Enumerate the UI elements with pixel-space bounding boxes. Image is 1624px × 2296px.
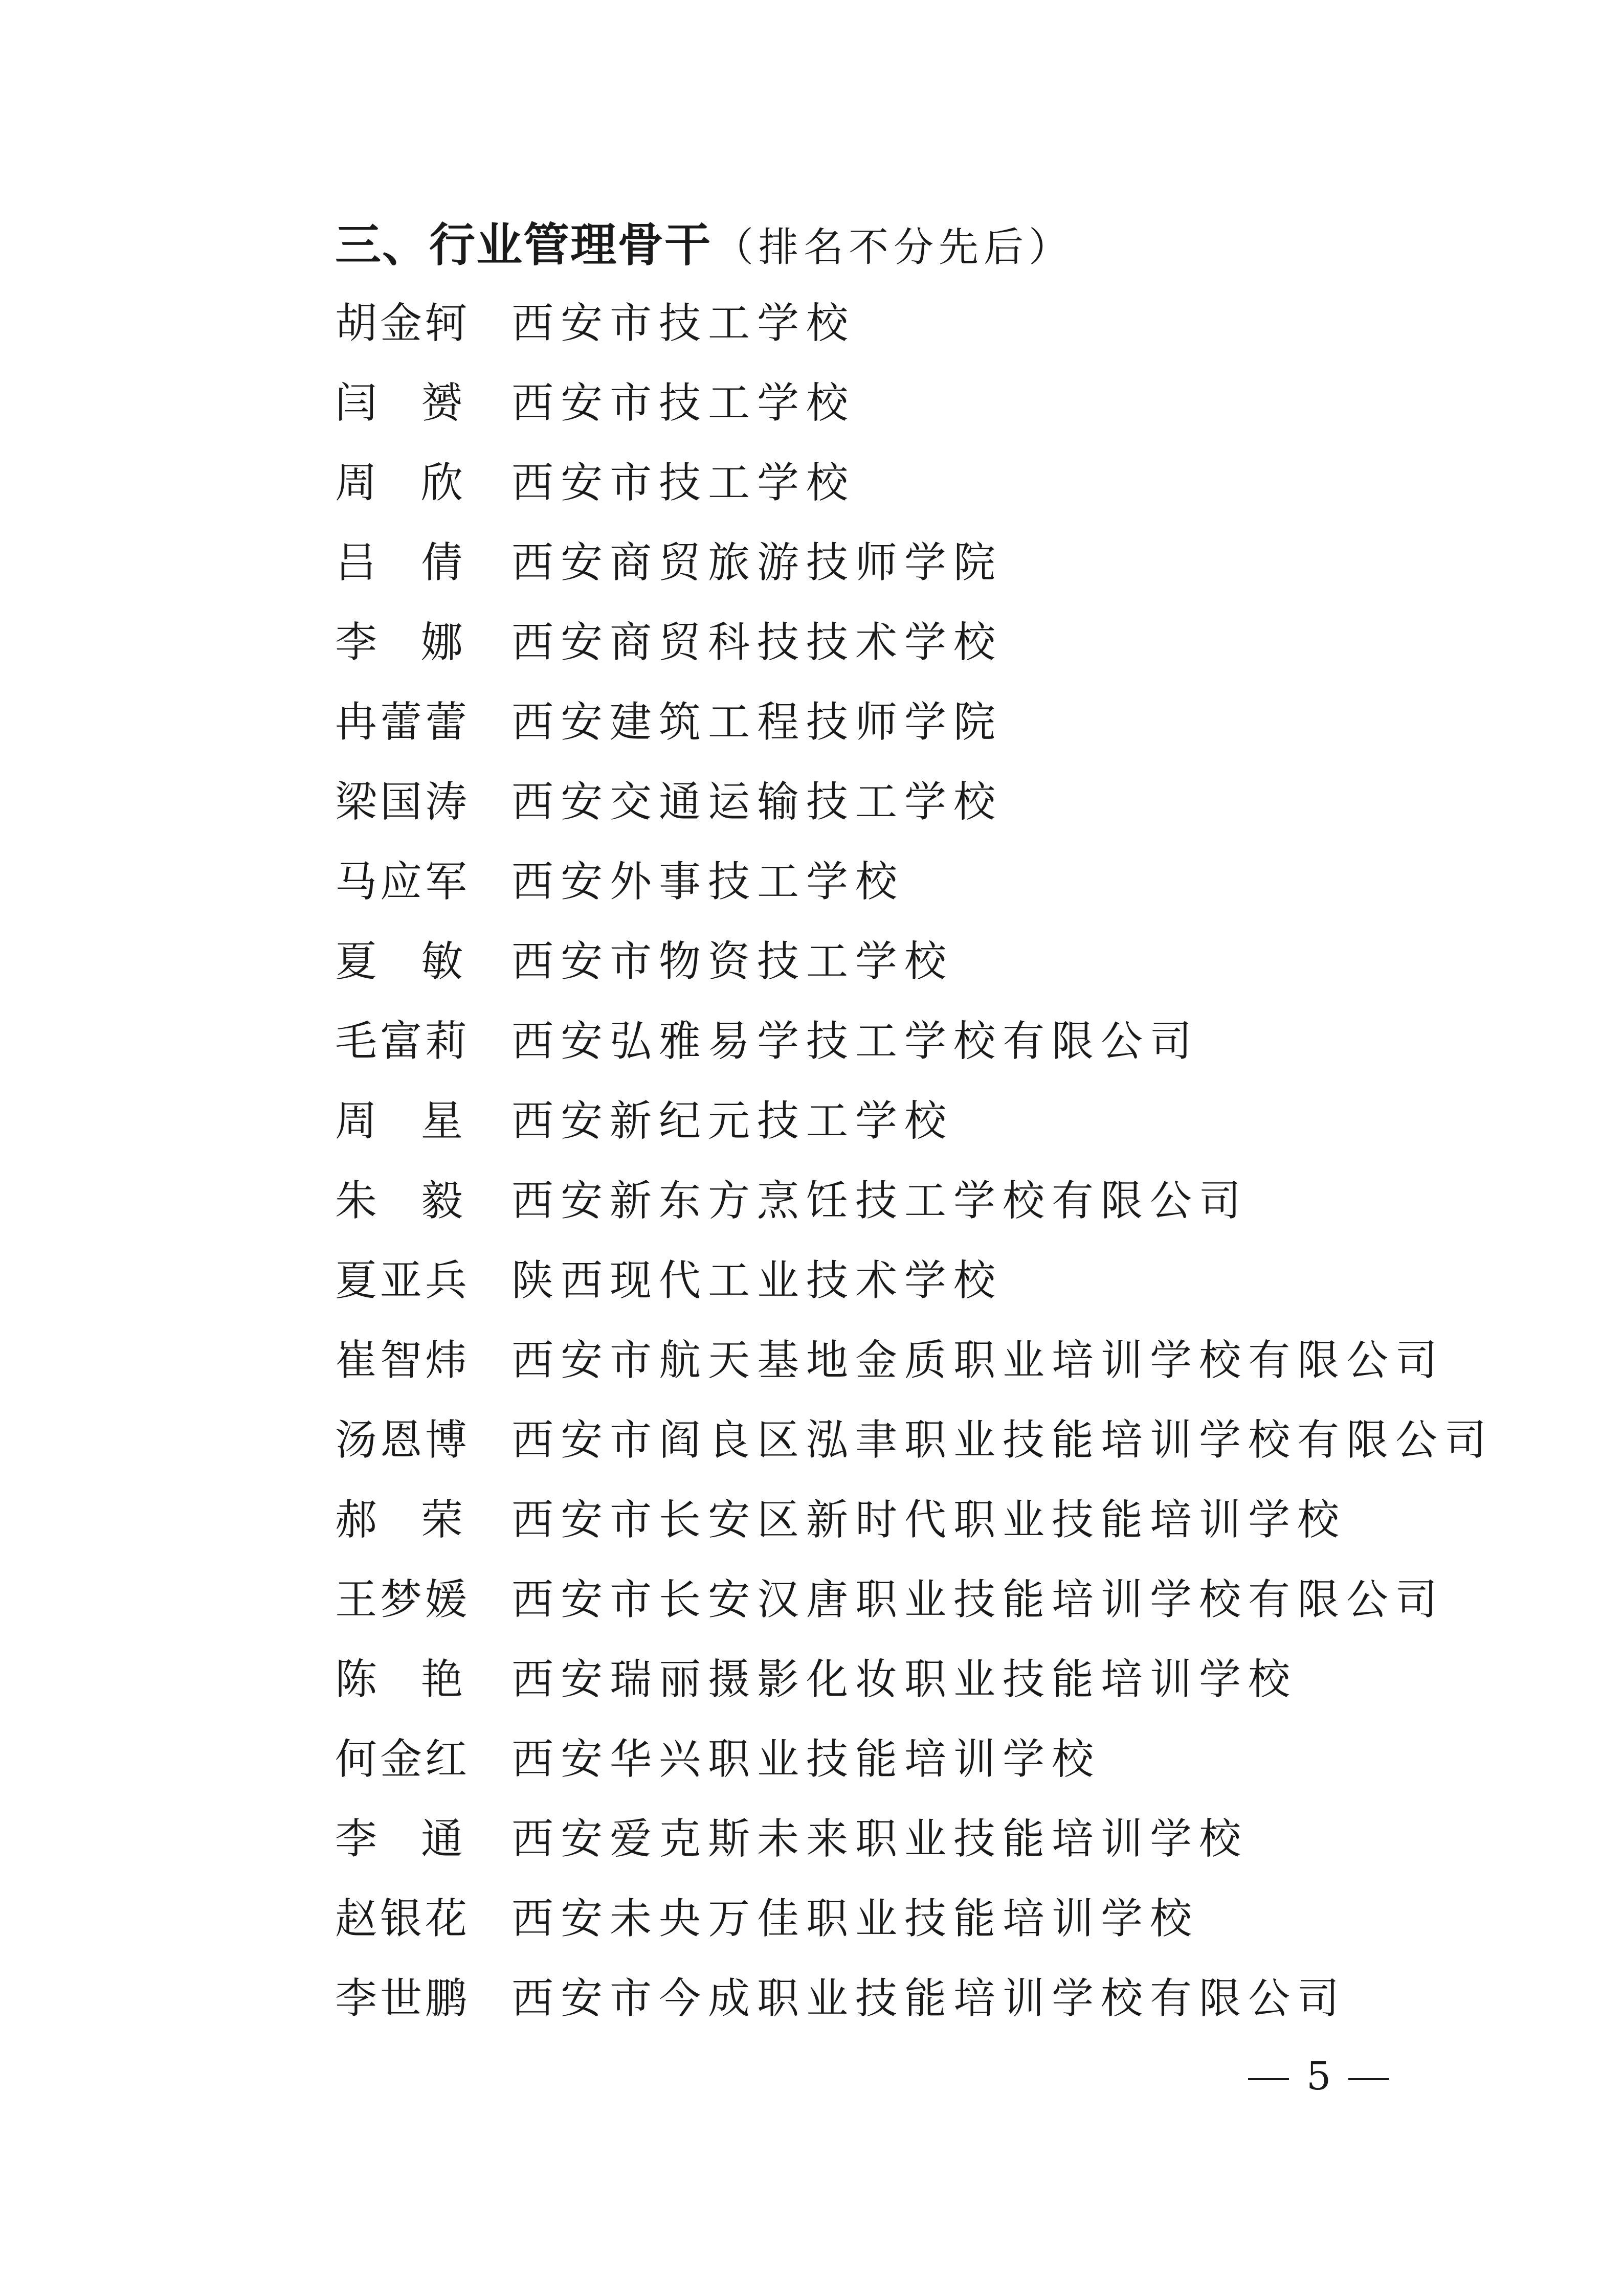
page-number xyxy=(1248,2045,1389,2107)
person-name: 吕 倩 xyxy=(335,538,463,587)
list-item xyxy=(335,1959,1511,2039)
organization-name: 陕西现代工业技术学校 xyxy=(511,1256,1003,1305)
person-name: 陈 艳 xyxy=(335,1655,463,1704)
list-item xyxy=(335,762,1511,842)
dash-right xyxy=(1348,2078,1389,2080)
person-name: 周 欣 xyxy=(335,459,463,507)
person-name: 周 星 xyxy=(335,1097,463,1145)
section-heading xyxy=(335,210,1074,281)
list-item xyxy=(335,1879,1511,1959)
organization-name: 西安市今成职业技能培训学校有限公司 xyxy=(511,1974,1347,2023)
person-name: 何金红 xyxy=(335,1735,471,1784)
person-name: 夏 敏 xyxy=(335,937,463,986)
organization-name: 西安市技工学校 xyxy=(511,379,856,427)
list-item xyxy=(335,284,1511,364)
list-item xyxy=(335,1560,1511,1640)
list-item xyxy=(335,1720,1511,1799)
list-item xyxy=(335,1321,1511,1401)
person-name: 李 娜 xyxy=(335,618,463,667)
organization-name: 西安市航天基地金质职业培训学校有限公司 xyxy=(511,1336,1445,1385)
list-item xyxy=(335,1161,1511,1241)
organization-name: 西安交通运输技工学校 xyxy=(511,778,1003,826)
list-item xyxy=(335,1480,1511,1560)
organization-name: 西安瑞丽摄影化妆职业技能培训学校 xyxy=(511,1655,1298,1704)
list-item xyxy=(335,443,1511,523)
list-item xyxy=(335,364,1511,443)
person-name: 李 通 xyxy=(335,1815,463,1863)
organization-name: 西安爱克斯未来职业技能培训学校 xyxy=(511,1815,1249,1863)
list-item xyxy=(335,523,1511,603)
organization-name: 西安新纪元技工学校 xyxy=(511,1097,954,1145)
organization-name: 西安市阎良区泓聿职业技能培训学校有限公司 xyxy=(511,1416,1494,1465)
organization-name: 西安建筑工程技师学院 xyxy=(511,698,1003,747)
person-name: 崔智炜 xyxy=(335,1336,471,1385)
organization-name: 西安市技工学校 xyxy=(511,299,856,348)
organization-name: 西安市长安区新时代职业技能培训学校 xyxy=(511,1496,1347,1544)
person-name: 夏亚兵 xyxy=(335,1256,471,1305)
organization-name: 西安新东方烹饪技工学校有限公司 xyxy=(511,1177,1249,1225)
organization-name: 西安商贸旅游技师学院 xyxy=(511,538,1003,587)
organization-name: 西安市长安汉唐职业技能培训学校有限公司 xyxy=(511,1575,1445,1624)
person-name: 王梦媛 xyxy=(335,1575,471,1624)
person-name: 郝 荣 xyxy=(335,1496,463,1544)
page-number-value: 5 xyxy=(1306,2053,1331,2099)
organization-name: 西安未央万佳职业技能培训学校 xyxy=(511,1895,1199,1943)
list-item xyxy=(335,603,1511,683)
section-note: （排名不分先后） xyxy=(714,224,1074,271)
personnel-list xyxy=(335,284,1511,2039)
person-name: 胡金轲 xyxy=(335,299,471,348)
person-name: 朱 毅 xyxy=(335,1177,463,1225)
organization-name: 西安商贸科技技术学校 xyxy=(511,618,1003,667)
organization-name: 西安市物资技工学校 xyxy=(511,937,954,986)
list-item xyxy=(335,1640,1511,1720)
person-name: 毛富莉 xyxy=(335,1017,471,1066)
dash-left xyxy=(1248,2078,1289,2080)
list-item xyxy=(335,683,1511,762)
organization-name: 西安市技工学校 xyxy=(511,459,856,507)
organization-name: 西安华兴职业技能培训学校 xyxy=(511,1735,1101,1784)
person-name: 李世鹏 xyxy=(335,1974,471,2023)
organization-name: 西安弘雅易学技工学校有限公司 xyxy=(511,1017,1199,1066)
person-name: 冉蕾蕾 xyxy=(335,698,471,747)
section-title: 三、行业管理骨干 xyxy=(335,218,711,272)
list-item xyxy=(335,1799,1511,1879)
list-item xyxy=(335,1002,1511,1082)
list-item xyxy=(335,1401,1511,1480)
list-item xyxy=(335,1082,1511,1161)
person-name: 汤恩博 xyxy=(335,1416,471,1465)
person-name: 闫 赟 xyxy=(335,379,463,427)
organization-name: 西安外事技工学校 xyxy=(511,858,905,906)
person-name: 梁国涛 xyxy=(335,778,471,826)
list-item xyxy=(335,1241,1511,1321)
list-item xyxy=(335,922,1511,1002)
person-name: 赵银花 xyxy=(335,1895,471,1943)
list-item xyxy=(335,842,1511,922)
person-name: 马应军 xyxy=(335,858,471,906)
